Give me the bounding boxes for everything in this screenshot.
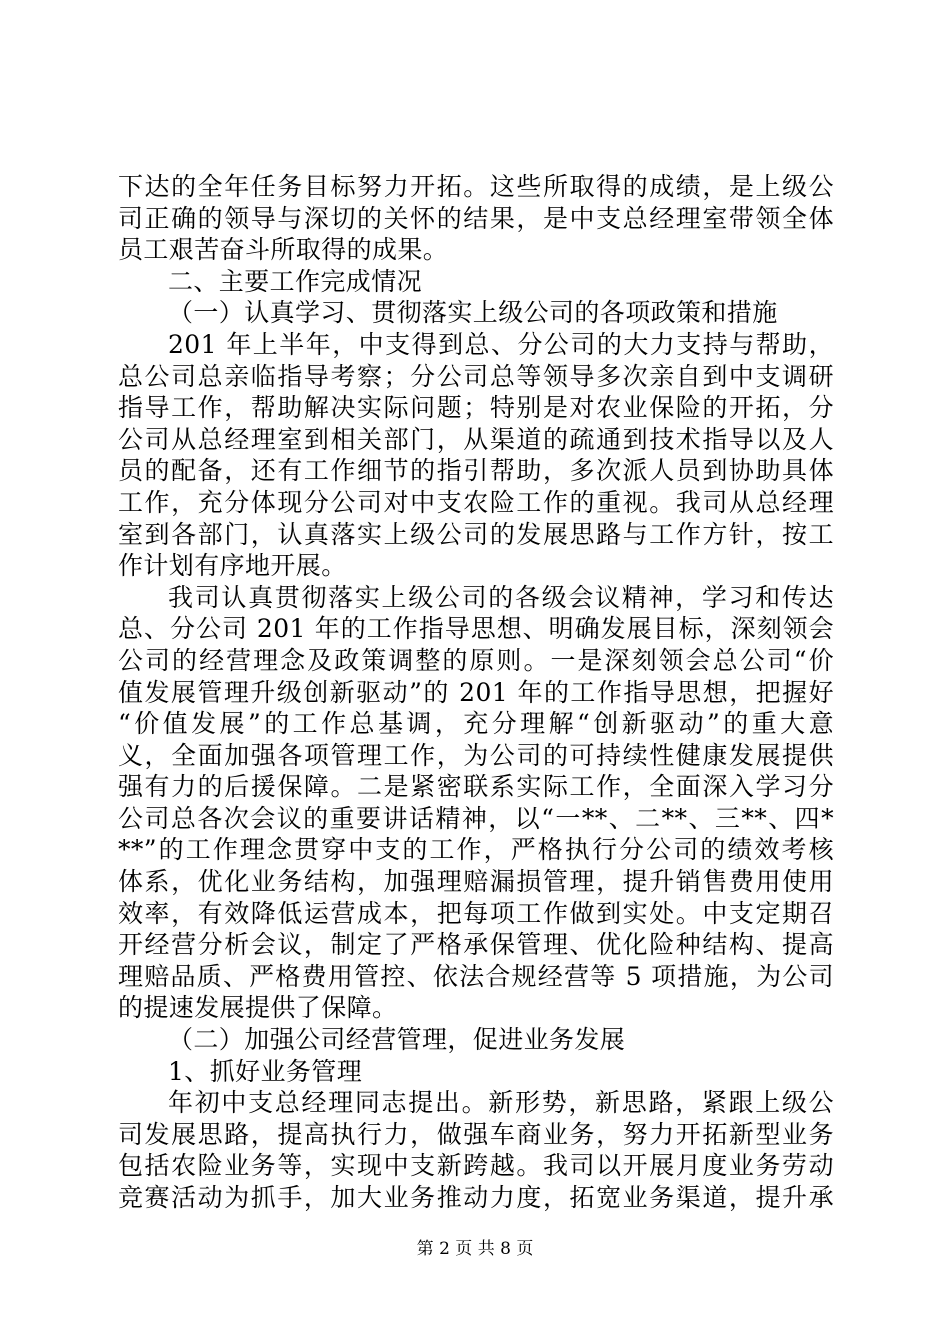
- text-line: 201 年上半年，中支得到总、分公司的大力支持与帮助，: [168, 329, 834, 359]
- text-line: **”的工作理念贯穿中支的工作，严格执行分公司的绩效考核: [118, 835, 834, 865]
- text-line: （一）认真学习、贯彻落实上级公司的各项政策和措施: [168, 298, 778, 328]
- text-line: 指导工作，帮助解决实际问题；特别是对农业保险的开拓，分: [118, 393, 834, 423]
- page-footer: 第 2 页 共 8 页: [416, 1239, 534, 1259]
- text-line: 1、抓好业务管理: [168, 1056, 363, 1086]
- text-line: 的提速发展提供了保障。: [118, 993, 398, 1023]
- text-line: 公司总各次会议的重要讲话精神，以“一**、二**、三**、四*: [118, 803, 834, 833]
- document-body: [118, 171, 834, 1214]
- text-line: 我司认真贯彻落实上级公司的各级会议精神，学习和传达: [168, 582, 834, 612]
- text-line: 二、主要工作完成情况: [168, 266, 423, 296]
- text-line: 总公司总亲临指导考察；分公司总等领导多次亲自到中支调研: [118, 361, 834, 391]
- text-line: 司发展思路，提高执行力，做强车商业务，努力开拓新型业务: [118, 1119, 834, 1149]
- text-line: 开经营分析会议，制定了严格承保管理、优化险种结构、提高: [118, 930, 834, 960]
- text-line: 总、分公司 201 年的工作指导思想、明确发展目标，深刻领会: [118, 614, 834, 644]
- text-line: 竞赛活动为抓手，加大业务推动力度，拓宽业务渠道，提升承: [118, 1183, 834, 1212]
- text-line: 公司的经营理念及政策调整的原则。一是深刻领会总公司“价: [118, 645, 834, 675]
- text-line: 员工艰苦奋斗所取得的成果。: [118, 235, 449, 265]
- text-line: 理赔品质、严格费用管控、依法合规经营等 5 项措施，为公司: [118, 961, 834, 991]
- text-line: 室到各部门，认真落实上级公司的发展思路与工作方针，按工: [118, 519, 834, 549]
- text-line: 值发展管理升级创新驱动”的 201 年的工作指导思想，把握好: [118, 677, 834, 707]
- text-line: 作计划有序地开展。: [118, 551, 347, 581]
- text-line: “价值发展”的工作总基调，充分理解“创新驱动”的重大意: [118, 709, 834, 739]
- text-line: （二）加强公司经营管理，促进业务发展: [168, 1025, 626, 1055]
- text-line: 年初中支总经理同志提出。新形势，新思路，紧跟上级公: [168, 1088, 834, 1118]
- text-line: 义，全面加强各项管理工作，为公司的可持续性健康发展提供: [118, 740, 834, 770]
- text-line: 公司从总经理室到相关部门，从渠道的疏通到技术指导以及人: [118, 424, 834, 454]
- text-line: 效率，有效降低运营成本，把每项工作做到实处。中支定期召: [118, 898, 834, 928]
- text-line: 下达的全年任务目标努力开拓。这些所取得的成绩，是上级公: [118, 172, 834, 201]
- text-line: 强有力的后援保障。二是紧密联系实际工作，全面深入学习分: [118, 772, 834, 802]
- text-line: 工作，充分体现分公司对中支农险工作的重视。我司从总经理: [118, 487, 834, 517]
- text-line: 员的配备，还有工作细节的指引帮助，多次派人员到协助具体: [118, 456, 834, 486]
- text-line: 体系，优化业务结构，加强理赔漏损管理，提升销售费用使用: [118, 867, 834, 897]
- text-line: 包括农险业务等，实现中支新跨越。我司以开展月度业务劳动: [118, 1151, 834, 1181]
- text-line: 司正确的领导与深切的关怀的结果，是中支总经理室带领全体: [118, 203, 834, 233]
